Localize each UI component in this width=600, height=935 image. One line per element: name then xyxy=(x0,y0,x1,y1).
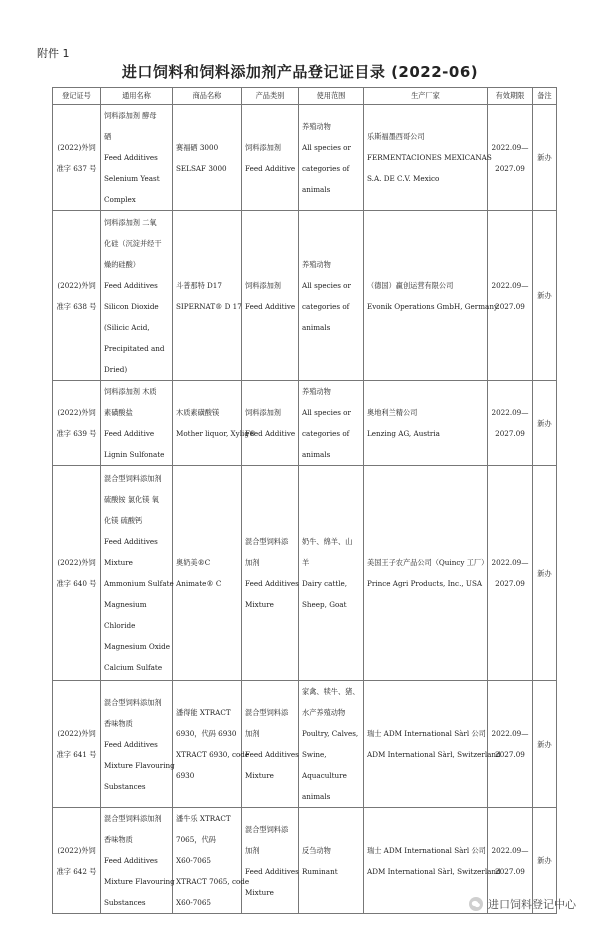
cell-line: categories of xyxy=(302,301,350,311)
cell-line: 香味物质 xyxy=(104,835,133,844)
column-header: 产品类别 xyxy=(242,88,299,105)
cell-line: 燥的硅酸） xyxy=(104,259,140,269)
remark-cell: 新办 xyxy=(533,808,557,914)
cell-line: 加剂 xyxy=(245,729,260,738)
trade-name-cell xyxy=(173,681,250,808)
cell-line: Ruminant xyxy=(302,866,338,876)
cell-line: Lenzing AG, Austria xyxy=(367,429,440,438)
cell-line: 混合型饲料添加剂 xyxy=(104,697,162,707)
cell-line: Mixture xyxy=(104,558,133,567)
cell-line: animals xyxy=(302,322,331,332)
watermark-text: 进口饲料登记中心 xyxy=(488,898,576,911)
cell-line: Evonik Operations GmbH, Germany xyxy=(367,301,499,311)
table-row xyxy=(53,381,557,466)
cell-line: 2022.09— xyxy=(491,280,529,290)
remark-cell: 新办 xyxy=(533,381,557,466)
cell-line: 斗普那特 D17 xyxy=(176,280,222,290)
cell-line: 饲料添加剂 木质 xyxy=(104,387,157,396)
manufacturer-cell xyxy=(364,681,501,808)
cell-line: （德国）赢创运营有限公司 xyxy=(367,280,454,290)
generic-name-cell xyxy=(101,466,173,681)
cell-line: (Silicic Acid, xyxy=(104,322,150,332)
document-title: 进口饲料和饲料添加剂产品登记证目录 (2022-06) xyxy=(121,63,479,81)
cell-line: Precipitated and xyxy=(104,343,165,353)
cell-line: 化镁 硫酸钙 xyxy=(104,516,143,525)
validity-cell xyxy=(488,105,533,211)
cell-line: 羊 xyxy=(302,558,310,567)
cell-line: 瑞士 ADM International Sàrl 公司 xyxy=(367,729,486,738)
cell-line: 2027.09 xyxy=(495,429,525,438)
cell-line: 加剂 xyxy=(245,845,260,855)
reg-no-cell xyxy=(53,211,101,381)
manufacturer-cell xyxy=(364,211,499,381)
cell-line: SIPERNAT® D 17 xyxy=(176,301,242,311)
cell-line: 乐斯福墨西哥公司 xyxy=(367,132,425,141)
category-cell xyxy=(242,211,299,381)
cell-line: All species or xyxy=(302,142,351,152)
trade-name-cell xyxy=(173,808,250,914)
cell-line: 饲料添加剂 酵母 xyxy=(104,111,157,120)
cell-line: 素磺酸盐 xyxy=(104,408,133,417)
registration-table xyxy=(52,87,557,914)
cell-line: Mixture xyxy=(245,887,274,897)
cell-line: 饲料添加剂 xyxy=(245,280,281,290)
cell-line: 准字 642 号 xyxy=(56,866,97,876)
cell-line: 6930，代码 6930 xyxy=(176,729,237,738)
reg-no-cell xyxy=(53,105,101,211)
validity-cell xyxy=(488,466,533,681)
cell-line: Substances xyxy=(104,898,146,907)
manufacturer-cell xyxy=(364,381,488,466)
generic-name-cell xyxy=(101,808,173,914)
cell-line: Prince Agri Products, Inc., USA xyxy=(367,579,483,588)
cell-line: Mother liquor, Xylig® xyxy=(176,429,257,438)
cell-line: 奥地利兰精公司 xyxy=(367,408,418,417)
category-cell xyxy=(242,381,299,466)
column-header: 生产厂家 xyxy=(364,88,488,105)
cell-line: 混合型饲料添加剂 xyxy=(104,474,162,483)
trade-name-cell xyxy=(173,466,242,681)
cell-line: categories of xyxy=(302,429,350,438)
trade-name-cell xyxy=(173,381,257,466)
scope-cell xyxy=(299,381,364,466)
cell-line: 混合型饲料添 xyxy=(245,708,289,717)
cell-line: 养殖动物 xyxy=(302,259,331,269)
cell-line: Silicon Dioxide xyxy=(104,301,159,311)
cell-line: 家禽、犊牛、猪、 xyxy=(302,687,360,696)
column-header: 登记证号 xyxy=(53,88,101,105)
cell-line: 水产养殖动物 xyxy=(302,708,346,717)
cell-line: 美国王子农产品公司（Quincy 工厂） xyxy=(367,558,489,567)
table-header-row xyxy=(53,88,557,105)
cell-line: 6930 xyxy=(176,771,195,780)
remark-cell: 新办 xyxy=(533,681,557,808)
cell-line: (2022)外饲 xyxy=(57,558,96,567)
cell-line: Feed Additives xyxy=(104,856,158,865)
cell-line: Feed Additive xyxy=(245,301,296,311)
table-row xyxy=(53,105,557,211)
remark-cell: 新办 xyxy=(533,466,557,681)
cell-line: categories of xyxy=(302,163,350,173)
cell-line: Mixture Flavouring xyxy=(104,760,175,770)
cell-line: 奥奶美®C xyxy=(176,558,211,567)
scope-cell xyxy=(299,211,364,381)
cell-line: Feed Additive xyxy=(245,429,296,438)
cell-line: SELSAF 3000 xyxy=(176,163,227,173)
cell-line: 2027.09 xyxy=(495,579,525,588)
scope-cell xyxy=(299,681,364,808)
cell-line: 饲料添加剂 xyxy=(245,408,281,417)
cell-line: Selenium Yeast xyxy=(104,174,160,183)
column-header: 商品名称 xyxy=(173,88,242,105)
cell-line: FERMENTACIONES MEXICANAS xyxy=(367,153,492,162)
cell-line: 2022.09— xyxy=(491,142,529,152)
wechat-icon xyxy=(469,897,483,911)
cell-line: 混合型饲料添加剂 xyxy=(104,814,162,823)
table-row xyxy=(53,681,557,808)
reg-no-cell xyxy=(53,466,101,681)
cell-line: Dried) xyxy=(104,364,128,374)
cell-line: Substances xyxy=(104,781,146,791)
cell-line: Poultry, Calves, xyxy=(302,729,359,738)
cell-line: 硒 xyxy=(104,132,112,141)
category-cell xyxy=(242,681,299,808)
column-header: 有效期限 xyxy=(488,88,533,105)
cell-line: Feed Additives xyxy=(245,866,299,876)
cell-line: 反刍动物 xyxy=(302,845,331,855)
generic-name-cell xyxy=(101,381,173,466)
cell-line: 2027.09 xyxy=(495,750,525,759)
scope-cell xyxy=(299,466,364,681)
cell-line: 2027.09 xyxy=(495,866,525,876)
cell-line: 混合型饲料添 xyxy=(245,537,289,546)
generic-name-cell xyxy=(101,105,173,211)
cell-line: Animate® C xyxy=(176,579,222,588)
remark-cell: 新办 xyxy=(533,211,557,381)
cell-line: (2022)外饲 xyxy=(57,142,96,152)
reg-no-cell xyxy=(53,808,101,914)
cell-line: 奶牛、绵羊、山 xyxy=(302,537,353,546)
cell-line: animals xyxy=(302,184,331,194)
cell-line: 准字 639 号 xyxy=(56,429,97,438)
cell-line: (2022)外饲 xyxy=(57,729,96,738)
cell-line: 加剂 xyxy=(245,558,260,567)
cell-line: 化硅（沉淀并经干 xyxy=(104,238,162,248)
category-cell xyxy=(242,808,299,914)
cell-line: Feed Additives xyxy=(245,579,299,588)
cell-line: 2022.09— xyxy=(491,729,529,738)
cell-line: Feed Additives xyxy=(104,280,158,290)
generic-name-cell xyxy=(101,211,173,381)
cell-line: 2027.09 xyxy=(495,163,525,173)
cell-line: ADM International Sàrl, Switzerland xyxy=(367,750,501,759)
cell-line: XTRACT 6930, code xyxy=(176,750,250,759)
cell-line: Lignin Sulfonate xyxy=(104,450,165,459)
cell-line: S.A. DE C.V. Mexico xyxy=(367,174,440,183)
remark-cell: 新办 xyxy=(533,105,557,211)
column-header: 备注 xyxy=(533,88,557,105)
cell-line: Aquaculture xyxy=(302,771,347,780)
cell-line: Feed Additives xyxy=(104,739,158,749)
cell-line: ADM International Sàrl, Switzerland xyxy=(367,866,501,876)
trade-name-cell xyxy=(173,105,242,211)
validity-cell xyxy=(488,211,533,381)
manufacturer-cell xyxy=(364,466,488,681)
column-header: 通用名称 xyxy=(101,88,173,105)
cell-line: Magnesium Oxide xyxy=(104,642,170,651)
cell-line: 赛福硒 3000 xyxy=(176,142,219,152)
cell-line: 瑞士 ADM International Sàrl 公司 xyxy=(367,845,486,855)
cell-line: All species or xyxy=(302,280,351,290)
cell-line: Mixture xyxy=(245,600,274,609)
cell-line: Complex xyxy=(104,195,136,204)
cell-line: Feed Additive xyxy=(245,163,296,173)
cell-line: Dairy cattle, xyxy=(302,579,348,588)
cell-line: 2022.09— xyxy=(491,408,529,417)
cell-line: Chloride xyxy=(104,621,136,630)
cell-line: 潘得能 XTRACT xyxy=(176,708,231,717)
cell-line: 潘牛乐 XTRACT xyxy=(176,814,231,823)
table-row xyxy=(53,211,557,381)
category-cell xyxy=(242,105,299,211)
cell-line: 准字 637 号 xyxy=(56,163,97,173)
column-header: 使用范围 xyxy=(299,88,364,105)
cell-line: Magnesium xyxy=(104,600,147,609)
cell-line: All species or xyxy=(302,408,351,417)
cell-line: Feed Additives xyxy=(104,537,158,546)
cell-line: Calcium Sulfate xyxy=(104,663,163,672)
cell-line: Swine, xyxy=(302,750,327,759)
cell-line: 准字 641 号 xyxy=(56,750,97,759)
cell-line: XTRACT 7065, code xyxy=(176,877,250,886)
cell-line: 木质素磺酸镁 xyxy=(176,408,220,417)
cell-line: 2027.09 xyxy=(495,301,525,311)
cell-line: X60-7065 xyxy=(176,898,211,907)
scope-cell xyxy=(299,105,364,211)
cell-line: (2022)外饲 xyxy=(57,845,96,855)
cell-line: X60-7065 xyxy=(176,856,211,865)
cell-line: 准字 638 号 xyxy=(56,301,97,311)
manufacturer-cell xyxy=(364,105,492,211)
cell-line: 7065，代码 xyxy=(176,835,216,844)
annex-label: 附件 1 xyxy=(37,47,70,60)
cell-line: 养殖动物 xyxy=(302,387,331,396)
cell-line: Mixture xyxy=(245,771,274,780)
cell-line: Sheep, Goat xyxy=(302,600,347,609)
cell-line: (2022)外饲 xyxy=(57,408,96,417)
cell-line: 养殖动物 xyxy=(302,121,331,131)
category-cell xyxy=(242,466,299,681)
cell-line: 2022.09— xyxy=(491,845,529,855)
cell-line: Feed Additives xyxy=(245,750,299,759)
cell-line: 饲料添加剂 xyxy=(245,142,281,152)
trade-name-cell xyxy=(173,211,242,381)
cell-line: animals xyxy=(302,450,331,459)
validity-cell xyxy=(488,681,533,808)
cell-line: Feed Additives xyxy=(104,153,158,162)
watermark xyxy=(469,896,576,912)
generic-name-cell xyxy=(101,681,173,808)
cell-line: Feed Additive xyxy=(104,429,155,438)
reg-no-cell xyxy=(53,381,101,466)
cell-line: 饲料添加剂 二氧 xyxy=(104,217,157,227)
cell-line: Ammonium Sulfate xyxy=(104,579,174,588)
cell-line: 混合型饲料添 xyxy=(245,824,289,834)
cell-line: 香味物质 xyxy=(104,718,133,728)
cell-line: 2022.09— xyxy=(491,558,529,567)
cell-line: (2022)外饲 xyxy=(57,280,96,290)
scope-cell xyxy=(299,808,364,914)
cell-line: 硫酸铵 氯化镁 氧 xyxy=(104,495,159,504)
cell-line: Mixture Flavouring xyxy=(104,877,175,886)
cell-line: animals xyxy=(302,792,331,801)
validity-cell xyxy=(488,381,533,466)
reg-no-cell xyxy=(53,681,101,808)
cell-line: 准字 640 号 xyxy=(56,579,97,588)
table-row xyxy=(53,466,557,681)
